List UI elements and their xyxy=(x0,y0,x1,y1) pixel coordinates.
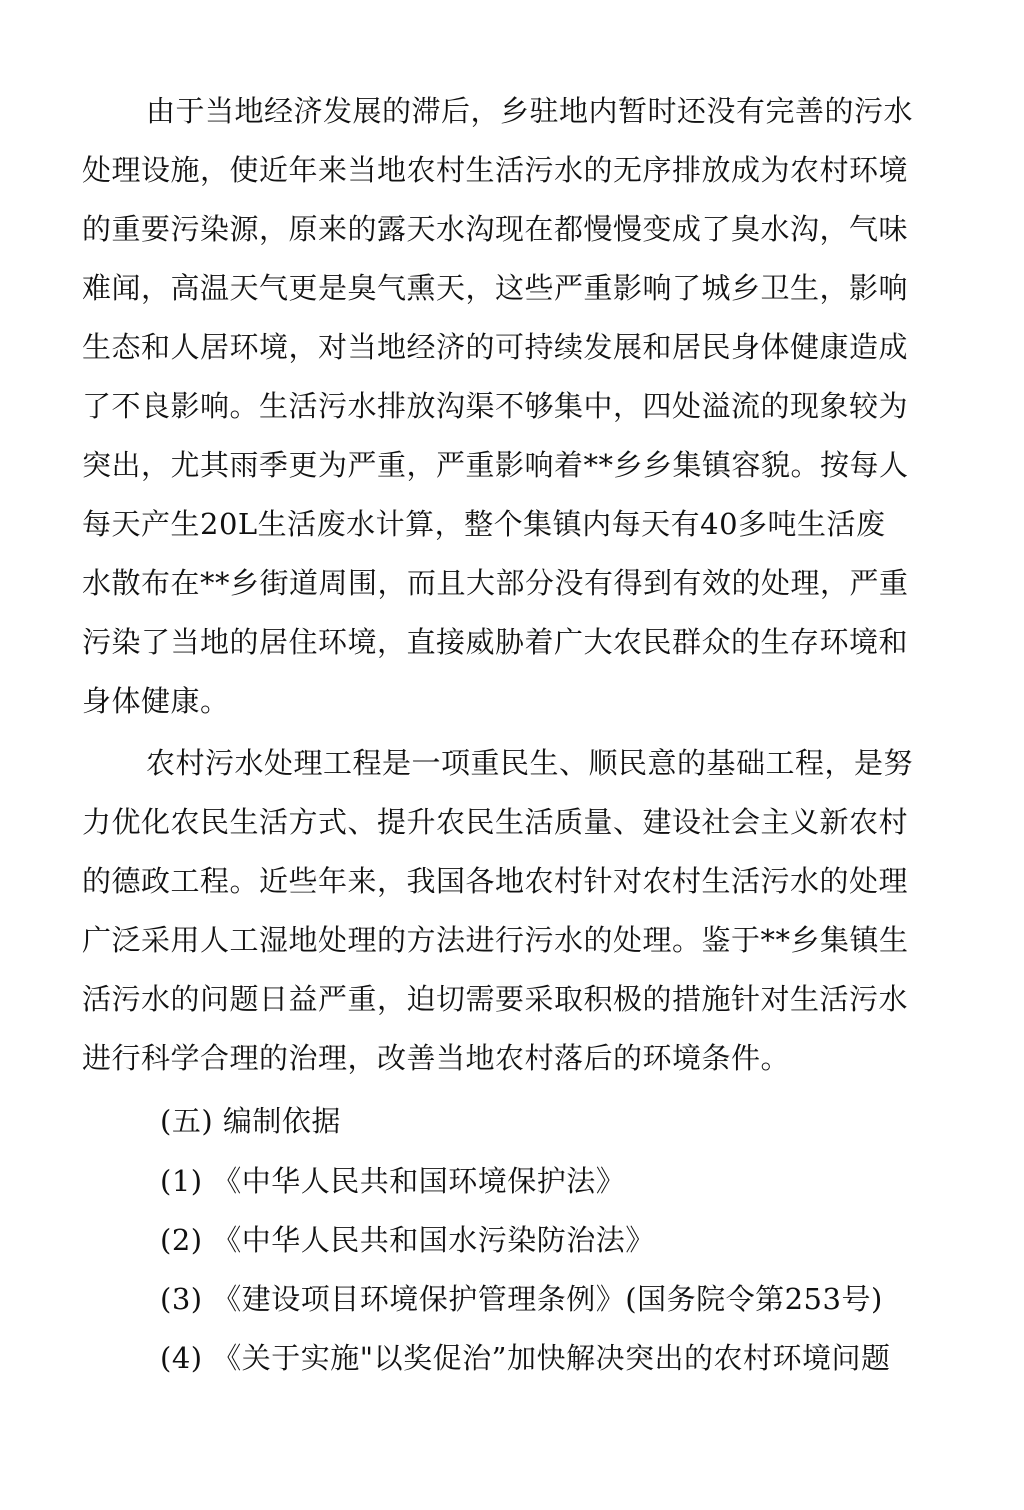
text-line: 生态和人居环境，对当地经济的可持续发展和居民身体健康造成 xyxy=(82,330,909,364)
text-line: 活污水的问题日益严重，迫切需要采取积极的措施针对生活污水 xyxy=(82,982,909,1016)
text-line: 了不良影响。生活污水排放沟渠不够集中，四处溢流的现象较为 xyxy=(82,389,909,423)
text-line: 处理设施，使近年来当地农村生活污水的无序排放成为农村环境 xyxy=(82,153,909,187)
text-line: 进行科学合理的治理，改善当地农村落后的环境条件。 xyxy=(82,1041,791,1075)
list-item: (2) 《中华人民共和国水污染防治法》 xyxy=(160,1223,655,1257)
text-line: 由于当地经济发展的滞后，乡驻地内暂时还没有完善的污水 xyxy=(146,94,914,128)
text-line: 每天产生20L生活废水计算，整个集镇内每天有40多吨生活废 xyxy=(82,507,886,541)
text-line: 身体健康。 xyxy=(82,684,230,718)
text-line: 的德政工程。近些年来，我国各地农村针对农村生活污水的处理 xyxy=(82,864,909,898)
text-line: 广泛采用人工湿地处理的方法进行污水的处理。鉴于**乡集镇生 xyxy=(82,923,909,957)
text-line: 污染了当地的居住环境，直接威胁着广大农民群众的生存环境和 xyxy=(82,625,909,659)
text-line: 难闻，高温天气更是臭气熏天，这些严重影响了城乡卫生，影响 xyxy=(82,271,909,305)
list-item: (3) 《建设项目环境保护管理条例》(国务院令第253号) xyxy=(160,1282,883,1316)
text-line: 力优化农民生活方式、提升农民生活质量、建设社会主义新农村 xyxy=(82,805,909,839)
text-line: 的重要污染源，原来的露天水沟现在都慢慢变成了臭水沟，气味 xyxy=(82,212,909,246)
list-item: (4) 《关于实施"以奖促治”加快解决突出的农村环境问题 xyxy=(160,1341,891,1375)
text-line: 突出，尤其雨季更为严重，严重影响着**乡乡集镇容貌。按每人 xyxy=(82,448,909,482)
section-heading: (五) 编制依据 xyxy=(160,1104,341,1138)
text-line: 水散布在**乡街道周围，而且大部分没有得到有效的处理，严重 xyxy=(82,566,909,600)
text-line: 农村污水处理工程是一项重民生、顺民意的基础工程，是努 xyxy=(146,746,914,780)
list-item: (1) 《中华人民共和国环境保护法》 xyxy=(160,1164,626,1198)
